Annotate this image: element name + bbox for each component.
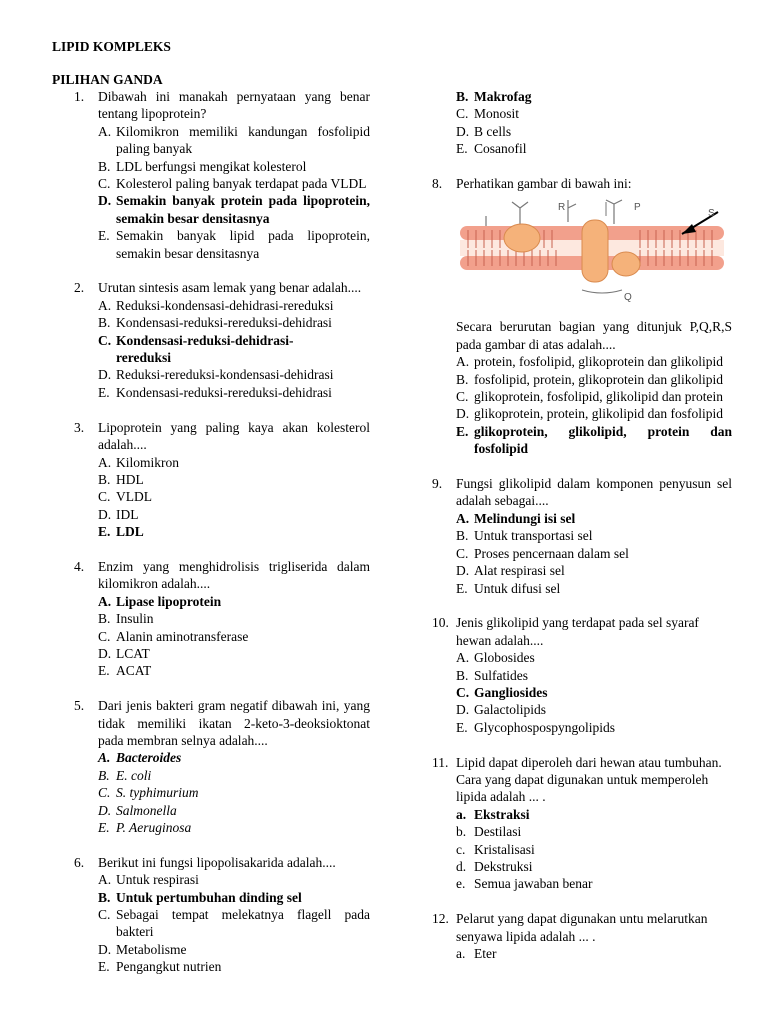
option-e: E. Untuk difusi sel [456,580,561,596]
option-d: D. B cells [456,123,512,139]
option-c: C. glikoprotein, fosfolipid, glikolipid dan protein [456,389,723,405]
option-b: B. LDL berfungsi mengikat kolesterol [98,158,307,174]
option-c: C. S. typhimurium [98,785,199,801]
option-e: E. Semakin banyak lipid pada lipoprotein, semakin besar densitasnya [98,228,370,261]
option-list [98,454,370,541]
option-d: D. Galactolipids [456,702,546,718]
option-list [456,649,732,736]
question-text: Dibawah ini manakah pernyataan yang benar tentang lipoprotein? [98,89,370,122]
question-text: Enzim yang menghidrolisis trigliserida dalam kilomikron adalah.... [98,558,370,592]
option-b: B. Insulin [98,611,154,627]
question-9 [432,475,732,597]
question-5 [74,697,370,836]
option-a: A. Globosides [456,650,535,666]
question-6 [74,854,370,976]
question-number: 2. [74,280,85,296]
option-a-answer: A. Lipase lipoprotein [98,593,222,609]
question-3 [74,419,370,541]
option-b: B. HDL [98,471,144,487]
question-number: 6. [74,854,85,870]
option-a: A. protein, fosfolipid, glikoprotein dan glikolipid [456,354,723,370]
option-list [456,88,732,158]
option-e: E. P. Aeruginosa [98,820,192,835]
question-text: Dari jenis bakteri gram negatif dibawah ini, yang tidak memiliki ikatan 2-keto-3-deoksioktonat pada membran selnya adalah.... [98,698,370,748]
option-e: E. Pengangkut nutrien [98,959,222,975]
option-e: e. Semua jawaban benar [456,876,593,892]
option-list [98,123,370,262]
label-s: S [708,208,715,220]
option-b: B. Untuk transportasi sel [456,528,593,544]
option-d: D. Reduksi-rereduksi-kondensasi-dehidrasi [98,367,334,383]
question-number: 1. [74,89,85,104]
option-a-answer: a. Ekstraksi [456,806,530,822]
option-d: d. Dekstruksi [456,858,533,874]
cell-membrane-figure [456,198,728,310]
question-text: Berikut ini fungsi lipopolisakarida adalah.... [98,854,336,870]
question-number: 12. [432,911,449,927]
question-10 [432,614,732,736]
option-a-answer: A. Melindungi isi sel [456,510,576,526]
option-b-answer: B. Makrofag [456,89,532,104]
option-e: E. Glycophospospyngolipids [456,719,616,735]
label-r: R [558,202,566,214]
option-d: D. LCAT [98,645,150,661]
option-list [456,353,732,457]
option-c: C. Proses pencernaan dalam sel [456,545,629,561]
label-p: P [634,202,641,214]
option-list [456,945,732,962]
option-a: A. Reduksi-kondensasi-dehidrasi-rereduksi [98,297,334,313]
option-b: B. Sulfatides [456,667,528,683]
option-list [98,297,370,401]
question-number: 3. [74,419,85,435]
option-b: B. Kondensasi-reduksi-rereduksi-dehidrasi [98,315,332,331]
option-b: B. fosfolipid, protein, glikoprotein dan glikolipid [456,371,723,387]
option-b: b. Destilasi [456,824,522,840]
section-heading: PILIHAN GANDA [52,72,163,87]
option-d: D. Metabolisme [98,941,187,957]
option-e: E. ACAT [98,663,152,679]
option-c-answer: C. Gangliosides [456,684,548,700]
option-a: A. Untuk respirasi [98,872,199,888]
option-list [98,593,370,680]
option-e-answer: E. glikoprotein, glikolipid, protein dan fosfolipid [456,423,732,457]
option-b-answer: B. Untuk pertumbuhan dinding sel [98,889,302,905]
option-e-answer: E. LDL [98,524,144,540]
question-11 [432,754,732,893]
option-c: C. Alanin aminotransferase [98,628,249,644]
option-c: C. Kolesterol paling banyak terdapat pada VLDL [98,176,367,192]
question-text: Urutan sintesis asam lemak yang benar adalah.... [98,280,362,296]
option-b: B. E. coli [98,767,152,783]
label-q: Q [624,292,632,304]
option-a: a. Eter [456,945,497,961]
document-title: LIPID KOMPLEKS [52,39,171,54]
question-2 [74,279,370,401]
question-text: Lipoprotein yang paling kaya akan kolesterol adalah.... [98,419,370,453]
option-a: A. Kilomikron [98,454,179,470]
question-text-2: Secara berurutan bagian yang ditunjuk P,Q,R,S pada gambar di atas adalah.... [456,319,732,352]
question-text: Perhatikan gambar di bawah ini: [456,176,632,192]
option-e: E. Kondensasi-reduksi-rereduksi-dehidrasi [98,384,332,400]
option-list [456,806,732,893]
option-c: C. Sebagai tempat melekatnya flagell pada bakteri [98,907,370,940]
question-number: 11. [432,754,449,770]
question-number: 9. [432,476,443,492]
question-number: 8. [432,176,443,192]
option-c: C. VLDL [98,489,152,505]
question-text: Pelarut yang dapat digunakan untu melarutkan senyawa lipida adalah ... . [456,911,708,944]
option-a: A. Kilomikron memiliki kandungan fosfolipid paling banyak [98,123,370,157]
option-e: E. Cosanofil [456,141,527,157]
option-c-answer: C. Kondensasi-reduksi-dehidrasi-rereduksi [98,332,294,366]
option-d: D. IDL [98,506,139,522]
question-text: Lipid dapat diperoleh dari hewan atau tumbuhan. Cara yang dapat digunakan untuk memperoleh lipida adalah ... . [456,754,722,805]
option-d-answer: D. Semakin banyak protein pada lipoprotein, semakin besar densitasnya [98,193,370,226]
option-a-answer: A. Bacteroides [98,750,182,766]
question-text: Fungsi glikolipid dalam komponen penyusun sel adalah sebagai.... [456,476,732,509]
option-list [98,749,370,836]
option-d: D. glikoprotein, protein, glikolipid dan fosfolipid [456,406,723,422]
question-1 [74,88,370,262]
option-d: D. Salmonella [98,802,177,818]
question-7-continued [432,88,732,158]
option-list [456,510,732,597]
question-number: 4. [74,558,85,574]
question-4 [74,558,370,680]
question-number: 10. [432,615,449,631]
question-12 [432,910,732,962]
left-column [74,88,370,993]
right-column [432,88,732,980]
option-list [98,871,370,975]
question-text: Jenis glikolipid yang terdapat pada sel syaraf hewan adalah.... [456,615,699,648]
membrane-diagram [456,198,728,310]
question-8 [432,175,732,458]
option-d: D. Alat respirasi sel [456,563,565,579]
option-c: c. Kristalisasi [456,841,535,857]
option-c: C. Monosit [456,106,520,122]
question-number: 5. [74,698,85,714]
